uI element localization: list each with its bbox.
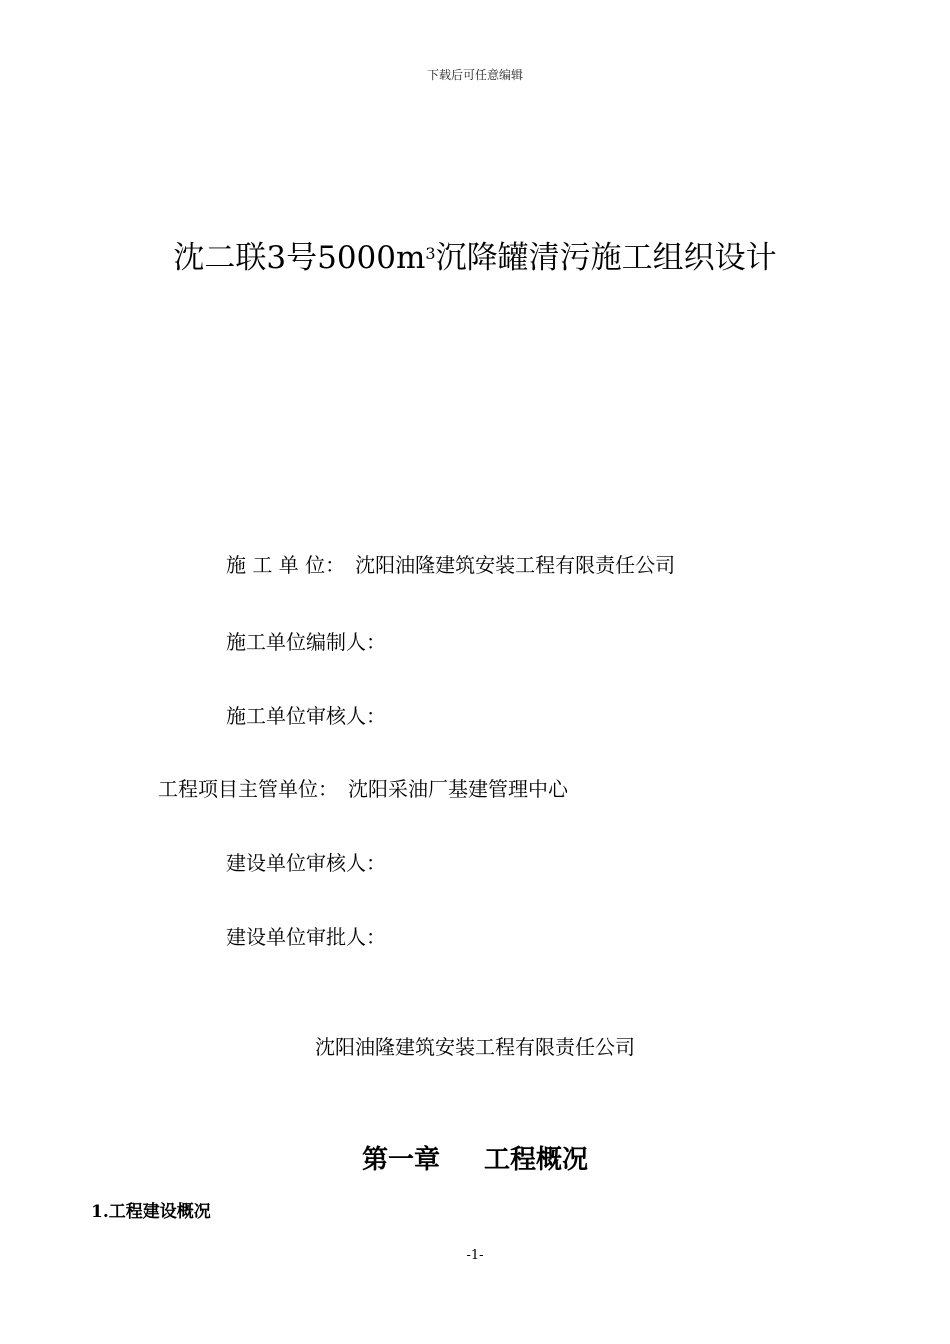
field-construction-compiler (226, 628, 386, 656)
section-heading: 1.工程建设概况 (91, 1202, 211, 1222)
field-value: 沈阳采油厂基建管理中心 (348, 777, 568, 801)
page-number: -1- (466, 1248, 484, 1263)
chapter-title: 工程概况 (484, 1145, 589, 1175)
field-label: 工程项目主管单位： (158, 777, 338, 801)
field-owner-approver (226, 923, 386, 951)
field-value: 沈阳油隆建筑安装工程有限责任公司 (355, 553, 676, 577)
field-label: 建设单位审批人： (226, 925, 386, 949)
chapter-number: 第一章 (361, 1145, 440, 1175)
field-construction-reviewer (226, 702, 386, 730)
title-rest: 沉降罐清污施工组织设计 (435, 240, 777, 276)
field-label: 建设单位审核人： (226, 851, 386, 875)
document-title (0, 236, 950, 280)
field-label: 施工单位编制人： (226, 630, 386, 654)
header-note: 下载后可任意编辑 (426, 68, 523, 82)
field-label: 施工单位审核人： (226, 704, 386, 728)
chapter-heading (0, 1140, 950, 1180)
title-superscript: 3 (425, 244, 436, 263)
company-name: 沈阳油隆建筑安装工程有限责任公司 (315, 1035, 635, 1059)
field-construction-unit (226, 551, 675, 579)
title-main: 沈二联3号5000m (173, 240, 426, 276)
field-owner-reviewer (226, 849, 386, 877)
field-label: 施 工 单 位： (226, 553, 346, 577)
field-project-authority (158, 775, 568, 803)
